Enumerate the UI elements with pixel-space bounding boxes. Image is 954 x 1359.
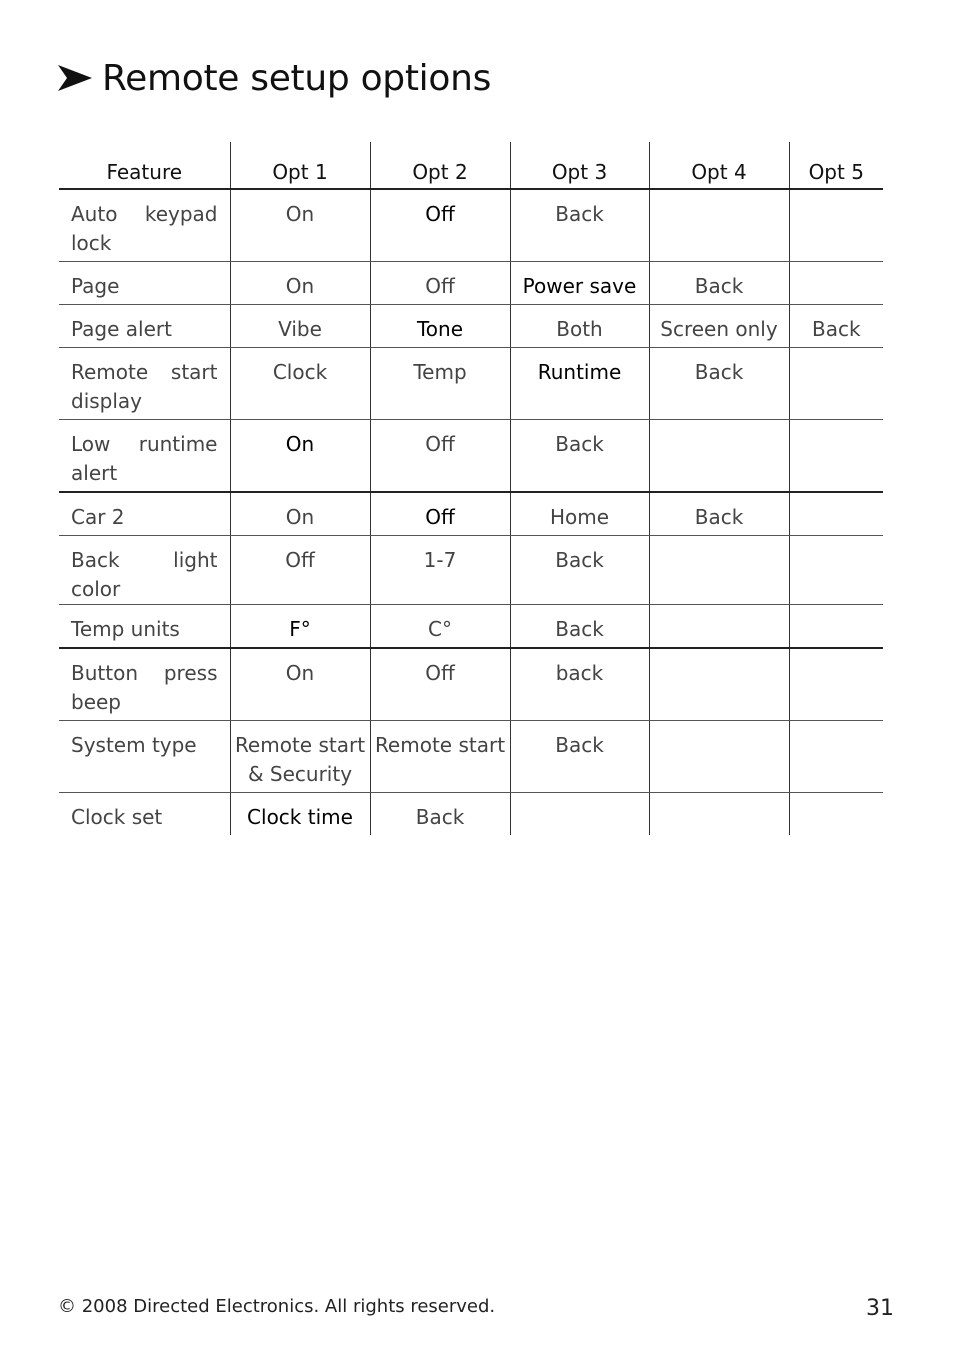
feature-cell: Car 2	[59, 492, 230, 536]
option-cell: Off	[370, 492, 510, 536]
table-row	[59, 492, 883, 536]
feature-cell: Remote start display	[59, 348, 230, 420]
arrow-bullet-icon	[58, 63, 92, 93]
option-cell: Back	[510, 189, 649, 262]
option-cell: Remote start	[370, 721, 510, 793]
feature-cell: Auto keypad lock	[59, 189, 230, 262]
option-cell: On	[230, 492, 370, 536]
option-cell: Back	[370, 793, 510, 836]
option-cell: Vibe	[230, 305, 370, 348]
option-cell	[649, 793, 789, 836]
feature-cell: Low runtime alert	[59, 420, 230, 493]
option-cell: Remote start & Security	[230, 721, 370, 793]
option-cell: Clock	[230, 348, 370, 420]
option-cell	[649, 189, 789, 262]
table-row	[59, 348, 883, 420]
option-cell: Off	[370, 648, 510, 721]
option-cell: Both	[510, 305, 649, 348]
option-cell: Back	[649, 348, 789, 420]
option-cell: Off	[370, 189, 510, 262]
option-cell: Tone	[370, 305, 510, 348]
option-cell: Back	[649, 492, 789, 536]
option-cell: Runtime	[510, 348, 649, 420]
option-cell	[789, 348, 883, 420]
option-cell: Off	[370, 420, 510, 493]
option-cell	[789, 721, 883, 793]
option-cell: Back	[510, 420, 649, 493]
feature-cell: Temp units	[59, 605, 230, 649]
table-row	[59, 420, 883, 493]
remote-setup-options-table	[59, 142, 883, 835]
option-cell: 1-7	[370, 536, 510, 605]
option-cell	[649, 721, 789, 793]
option-cell	[789, 648, 883, 721]
feature-cell: Page	[59, 262, 230, 305]
table-row	[59, 605, 883, 649]
option-cell	[789, 536, 883, 605]
option-cell: Off	[230, 536, 370, 605]
option-cell	[789, 262, 883, 305]
table-row	[59, 536, 883, 605]
table-row	[59, 262, 883, 305]
page-number: 31	[866, 1296, 894, 1321]
option-cell: Back	[789, 305, 883, 348]
feature-cell: Button press beep	[59, 648, 230, 721]
table-row	[59, 305, 883, 348]
feature-cell: Clock set	[71, 805, 163, 829]
option-cell: Home	[510, 492, 649, 536]
option-cell: Off	[370, 262, 510, 305]
option-cell	[649, 420, 789, 493]
table-header-row	[59, 142, 883, 189]
table-row	[59, 721, 883, 793]
header-opt-4: Opt 4	[649, 142, 789, 189]
option-cell	[789, 793, 883, 836]
option-cell: Back	[649, 262, 789, 305]
option-cell	[649, 605, 789, 649]
option-cell: Back	[510, 721, 649, 793]
option-cell	[649, 648, 789, 721]
option-cell	[789, 492, 883, 536]
table-row	[59, 793, 883, 836]
option-cell: On	[230, 648, 370, 721]
option-cell	[789, 189, 883, 262]
option-cell	[789, 420, 883, 493]
option-cell: Clock time	[230, 793, 370, 836]
option-cell: Back	[510, 605, 649, 649]
option-cell	[649, 536, 789, 605]
option-cell: F°	[230, 605, 370, 649]
option-cell: Screen only	[649, 305, 789, 348]
header-feature: Feature	[59, 142, 230, 189]
feature-cell: System type	[59, 721, 230, 793]
option-cell: back	[510, 648, 649, 721]
option-cell: On	[230, 420, 370, 493]
header-opt-2: Opt 2	[370, 142, 510, 189]
table-row	[59, 648, 883, 721]
option-cell: Back	[510, 536, 649, 605]
header-opt-1: Opt 1	[230, 142, 370, 189]
page-title: Remote setup options	[102, 57, 492, 99]
page-title-block	[58, 52, 491, 104]
option-cell	[789, 605, 883, 649]
option-cell: On	[230, 189, 370, 262]
option-cell: Power save	[510, 262, 649, 305]
option-cell	[510, 793, 649, 836]
header-opt-5: Opt 5	[789, 142, 883, 189]
header-opt-3: Opt 3	[510, 142, 649, 189]
option-cell: On	[230, 262, 370, 305]
option-cell: Temp	[370, 348, 510, 420]
copyright-notice: © 2008 Directed Electronics. All rights reserved.	[58, 1296, 496, 1317]
table-row	[59, 189, 883, 262]
feature-cell: Back light color	[59, 536, 230, 605]
feature-cell: Page alert	[59, 305, 230, 348]
option-cell: C°	[370, 605, 510, 649]
